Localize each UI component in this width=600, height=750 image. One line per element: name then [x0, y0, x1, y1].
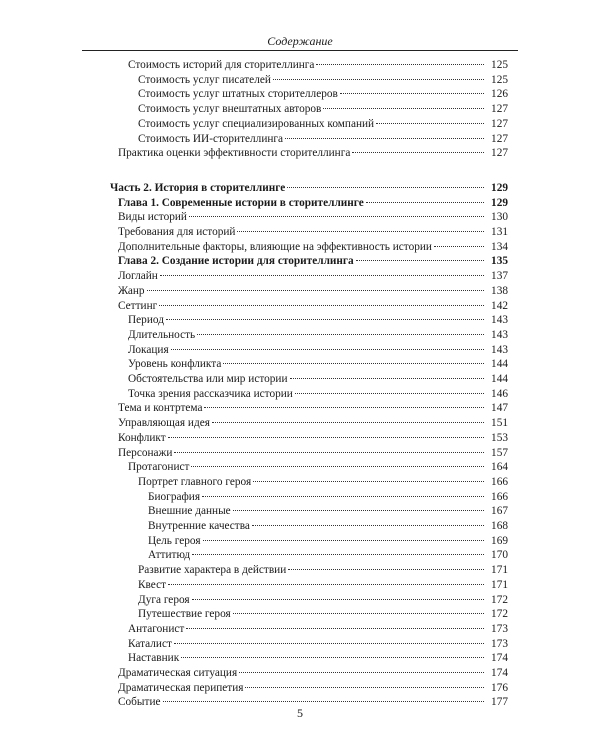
dot-leader [233, 613, 484, 614]
dot-leader [237, 231, 484, 232]
toc-entry-title: Драматическая перипетия [118, 681, 244, 694]
toc-entry-title: Персонажи [118, 446, 173, 459]
dot-leader [287, 187, 484, 188]
dot-leader [197, 334, 484, 335]
toc-entry [118, 240, 508, 254]
toc-entry-title: Стоимость услуг специализированных компаний [138, 117, 375, 130]
toc-entry-title: Локация [128, 343, 169, 356]
toc-entry [128, 58, 508, 72]
dot-leader [203, 540, 484, 541]
toc-entry-page: 127 [491, 132, 508, 145]
toc-entry-page: 177 [491, 696, 508, 709]
dot-leader [181, 657, 484, 658]
dot-leader [168, 584, 484, 585]
toc-entry [118, 416, 508, 430]
dot-leader [290, 378, 484, 379]
toc-entry [128, 637, 508, 651]
dot-leader [191, 466, 484, 467]
dot-leader [356, 260, 484, 261]
toc-entry-page: 167 [491, 505, 508, 518]
toc-entry-title: Часть 2. История в сторителлинге [110, 181, 286, 194]
toc-entry [118, 666, 508, 680]
toc-entry-page: 134 [491, 240, 508, 253]
toc-entry-page: 166 [491, 475, 508, 488]
toc-entry-title: Требования для историй [118, 226, 236, 238]
dot-leader [352, 152, 484, 153]
toc-entry [148, 534, 508, 548]
toc-entry [118, 299, 508, 313]
toc-entry [138, 593, 508, 607]
dot-leader [376, 123, 484, 124]
toc-entry-page: 146 [491, 387, 508, 400]
toc-entry-page: 171 [491, 578, 508, 591]
toc-entry-page: 142 [491, 299, 508, 312]
toc-entry-page: 174 [491, 667, 508, 679]
toc-entry-title: Квест [138, 578, 167, 591]
toc-entry [128, 651, 508, 665]
toc-entry [138, 578, 508, 592]
toc-entry-title: Виды историй [118, 211, 187, 224]
toc-entry [118, 401, 508, 415]
dot-leader [174, 643, 484, 644]
toc-entry [118, 146, 508, 160]
toc-entry [138, 132, 508, 146]
toc-entry-title: Развитие характера в действии [138, 564, 287, 577]
toc-entry [118, 269, 508, 283]
toc-entry-page: 143 [491, 314, 508, 327]
toc-entry-title: Уровень конфликта [128, 358, 222, 371]
toc-entry [128, 328, 508, 342]
toc-entry-page: 164 [491, 461, 508, 474]
toc-entry-page: 174 [491, 652, 508, 665]
toc-entry [138, 475, 508, 489]
toc-entry-page: 171 [491, 564, 508, 577]
toc-entry-page: 127 [491, 103, 508, 116]
toc-entry-page: 143 [491, 328, 508, 341]
toc-entry-page: 166 [491, 490, 508, 503]
toc-entry [118, 225, 508, 239]
toc-entry-page: 170 [491, 549, 508, 562]
dot-leader [168, 437, 484, 438]
toc-entry [148, 490, 508, 504]
toc-entry-page: 138 [491, 284, 508, 297]
toc-entry-page: 131 [491, 226, 508, 238]
toc-entry-title: Конфликт [118, 431, 166, 444]
toc-entry [138, 102, 508, 116]
toc-entry-page: 129 [491, 196, 508, 209]
toc-entry [128, 357, 508, 371]
dot-leader [186, 628, 484, 629]
toc-entry-title: Обстоятельства или мир истории [128, 373, 288, 385]
toc-entry-page: 144 [491, 358, 508, 371]
dot-leader [288, 569, 484, 570]
toc-entry-title: Протагонист [128, 461, 190, 474]
toc-entry [128, 372, 508, 386]
toc-entry-title: Внешние данные [148, 505, 231, 518]
toc-entry [118, 681, 508, 695]
toc-entry-title: Драматическая ситуация [118, 667, 238, 679]
dot-leader [245, 687, 484, 688]
dot-leader [202, 496, 484, 497]
toc-entry [138, 563, 508, 577]
toc-entry-page: 151 [491, 417, 508, 430]
toc-entry-title: Дополнительные факторы, влияющие на эффективность истории [118, 240, 432, 253]
toc-entry-title: Событие [118, 696, 161, 709]
toc-entry-title: Дуга героя [138, 593, 190, 606]
toc-entry-page: 168 [491, 520, 508, 532]
toc-entry-page: 137 [491, 270, 508, 283]
toc-entry-page: 126 [491, 88, 508, 101]
toc-entry [128, 313, 508, 327]
dot-leader [252, 525, 484, 526]
toc-entry-title: Стоимость ИИ-сторителлинга [138, 132, 284, 145]
toc-entry-page: 147 [491, 402, 508, 415]
toc-entry-page: 130 [491, 211, 508, 224]
toc-entry [148, 548, 508, 562]
toc-entry-page: 125 [491, 73, 508, 86]
toc-entry-page: 172 [491, 593, 508, 606]
dot-leader [366, 202, 484, 203]
toc-entry-title: Каталист [128, 637, 172, 650]
dot-leader [174, 452, 484, 453]
dot-leader [239, 672, 484, 673]
toc-entry-title: Цель героя [148, 534, 201, 547]
dot-leader [340, 93, 484, 94]
toc-entry-title: Глава 1. Современные истории в сторителлинге [118, 196, 364, 209]
toc-entry-title: Жанр [118, 284, 145, 297]
dot-leader [295, 393, 484, 394]
toc-entry [118, 446, 508, 460]
toc-entry-page: 129 [491, 181, 508, 194]
toc-entry [128, 387, 508, 401]
dot-leader [189, 216, 484, 217]
dot-leader [212, 422, 484, 423]
toc-entry [138, 607, 508, 621]
dot-leader [323, 108, 484, 109]
dot-leader [192, 599, 484, 600]
toc-entry-title: Внутренние качества [148, 520, 250, 532]
toc-entry-title: Путешествие героя [138, 608, 231, 621]
toc-entry-page: 157 [491, 446, 508, 459]
dot-leader [159, 305, 484, 306]
dot-leader [273, 79, 484, 80]
page-number: 5 [297, 706, 303, 720]
toc-entry [128, 622, 508, 636]
toc-entry-title: Наставник [128, 652, 180, 665]
toc-entry-page: 153 [491, 431, 508, 444]
toc-entry-title: Практика оценки эффективности сторителлинга [118, 147, 351, 160]
toc-entry [118, 431, 508, 445]
dot-leader [163, 701, 484, 702]
toc-entry-title: Биография [148, 490, 201, 503]
dot-leader [253, 481, 484, 482]
dot-leader [204, 407, 484, 408]
toc-entry [118, 284, 508, 298]
toc-entry [138, 73, 508, 87]
toc-entry-title: Аттитюд [148, 549, 191, 562]
toc-entry-title: Глава 2. Создание истории для сторителлинга [118, 255, 354, 268]
toc-entry-title: Сеттинг [118, 299, 158, 312]
toc-entry-title: Стоимость услуг писателей [138, 73, 271, 86]
toc-entry [118, 196, 508, 210]
dot-leader [192, 554, 484, 555]
toc-entry-title: Портрет главного героя [138, 475, 252, 488]
toc-entry [138, 87, 508, 101]
toc-entry-page: 125 [491, 59, 508, 71]
toc-entry-page: 172 [491, 608, 508, 621]
toc-entry-title: Точка зрения рассказчика истории [128, 387, 293, 400]
toc-entry-title: Стоимость историй для сторителлинга [128, 59, 315, 71]
toc-entry-page: 173 [491, 622, 508, 635]
toc-entry [110, 181, 508, 195]
dot-leader [147, 290, 484, 291]
toc-entry-title: Стоимость услуг штатных сторителлеров [138, 88, 338, 101]
toc-entry-page: 169 [491, 534, 508, 547]
toc-entry-title: Стоимость услуг внештатных авторов [138, 103, 322, 116]
toc-entry [128, 343, 508, 357]
toc-entry-page: 127 [491, 117, 508, 130]
toc-entry-page: 144 [491, 373, 508, 385]
dot-leader [233, 510, 484, 511]
toc-entry [138, 117, 508, 131]
toc-entry [118, 254, 508, 268]
toc-entry-title: Период [128, 314, 164, 327]
toc-entry-page: 176 [491, 681, 508, 694]
toc-entry [148, 504, 508, 518]
dot-leader [223, 363, 484, 364]
toc-entry-page: 127 [491, 147, 508, 160]
toc-entry-title: Управляющая идея [118, 417, 210, 430]
dot-leader [166, 319, 484, 320]
toc-entry-title: Логлайн [118, 270, 158, 283]
toc-entry-title: Длительность [128, 328, 196, 341]
toc-entry-title: Антагонист [128, 622, 185, 635]
toc-entry [128, 460, 508, 474]
toc-entry-page: 173 [491, 637, 508, 650]
toc-entry-page: 143 [491, 343, 508, 356]
dot-leader [171, 349, 484, 350]
dot-leader [160, 275, 484, 276]
dot-leader [434, 246, 484, 247]
dot-leader [316, 64, 484, 65]
dot-leader [285, 138, 484, 139]
toc-entry-page: 135 [491, 255, 508, 268]
toc-entry [118, 210, 508, 224]
toc-entry-title: Тема и контртема [118, 402, 203, 415]
toc-entry [148, 519, 508, 533]
page-header: Содержание [267, 34, 333, 48]
